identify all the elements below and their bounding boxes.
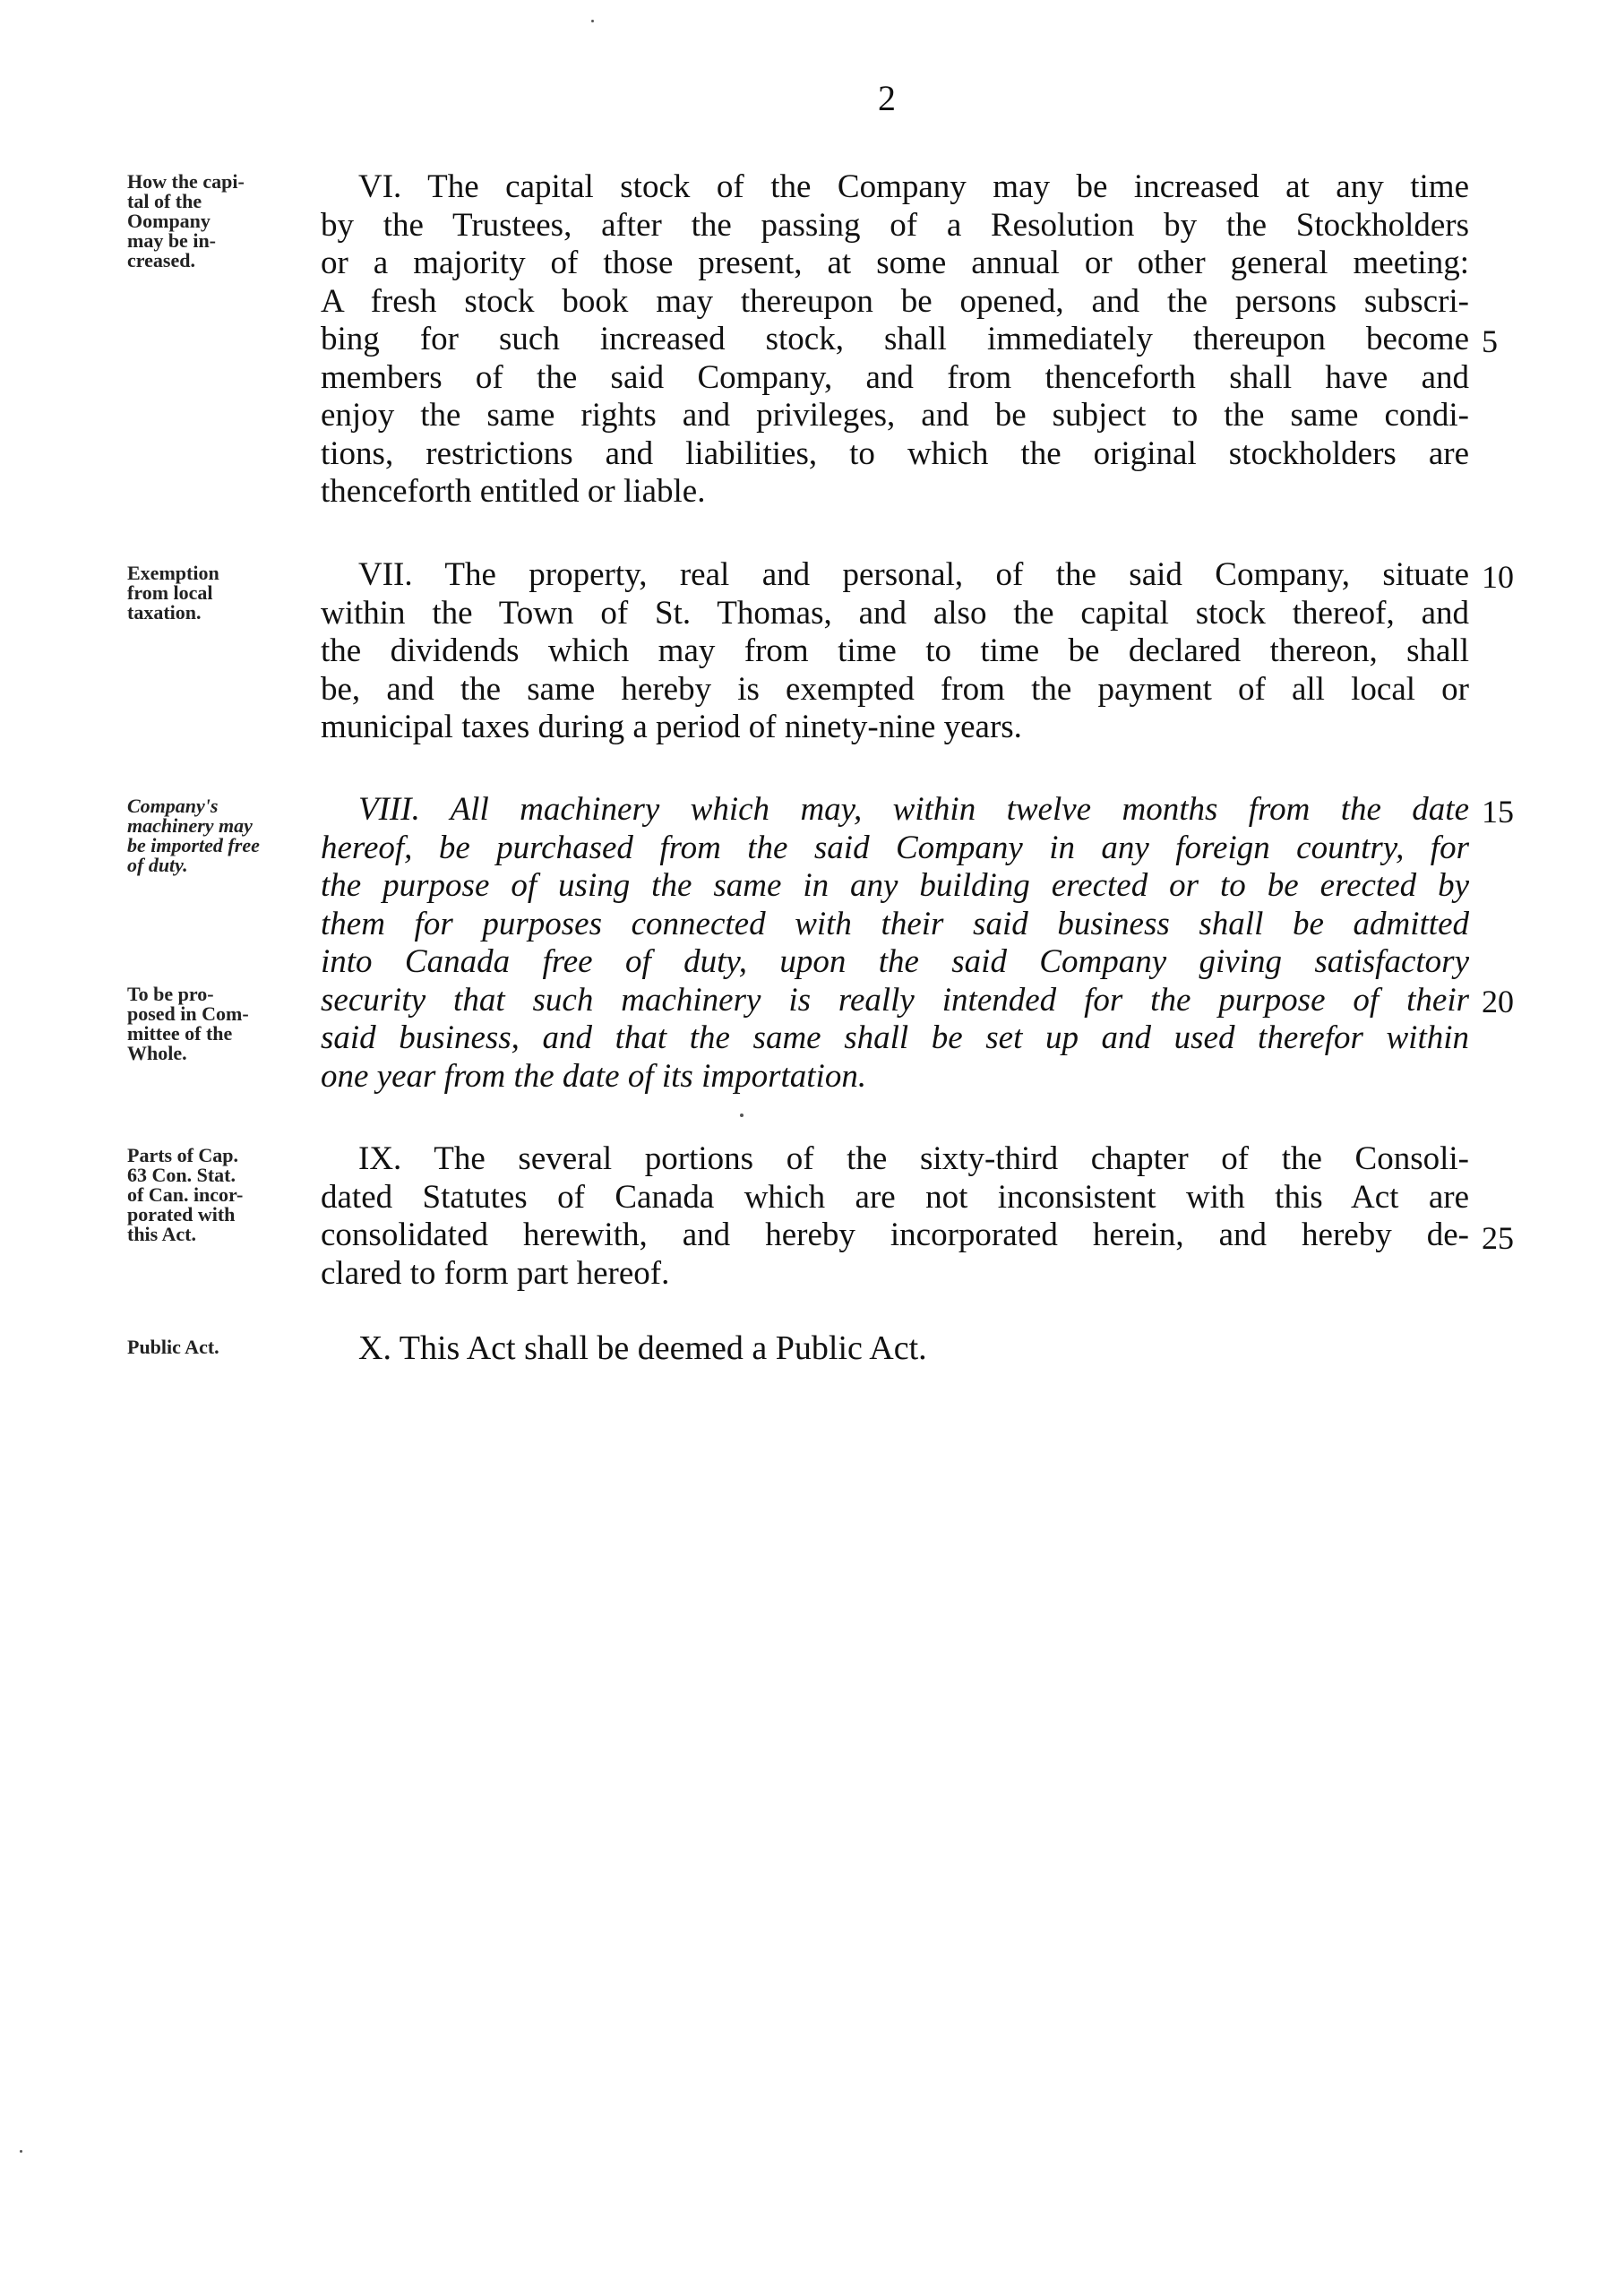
body-line: one year from the date of its importation. [321,1057,867,1095]
body-line: IX. The several portions of the sixty-third chapter of the Consoli- [358,1140,1469,1177]
body-line: be, and the same hereby is exempted from the payment of all local or [321,670,1469,708]
margin-note-committee: To be pro- posed in Com- mittee of the Whole. [127,983,249,1064]
body-line: VI. The capital stock of the Company may be increased at any time [358,168,1469,205]
body-line: security that such machinery is really intended for the purpose of their [321,981,1469,1019]
body-line: consolidated herewith, and hereby incorporated herein, and hereby de- [321,1217,1469,1253]
body-line: tions, restrictions and liabilities, to which the original stockholders are [321,434,1469,472]
margin-note: Company's machinery may be imported free of duty. [127,795,260,876]
body-line: the purpose of using the same in any building erected or to be erected by [321,867,1469,904]
body-line: bing for such increased stock, shall immediately thereupon become [321,321,1469,357]
body-line: by the Trustees, after the passing of a Resolution by the Stockholders [321,206,1469,244]
section-body [321,1140,1469,1293]
body-line: enjoy the same rights and privileges, and be subject to the same condi- [321,397,1469,434]
line-number: 10 [1482,559,1514,595]
body-line: clared to form part hereof. [321,1254,670,1292]
body-line: A fresh stock book may thereupon be opened, and the persons subscri- [321,282,1469,320]
scan-speck [591,20,594,22]
section-body [321,168,1469,512]
body-line: VII. The property, real and personal, of the said Company, situate [358,556,1469,593]
body-line: the dividends which may from time to time be declared thereon, shall [321,632,1469,669]
scan-speck [740,1114,744,1117]
margin-note: Exemption from local taxation. [127,562,219,623]
body-line: thenceforth entitled or liable. [321,473,706,510]
page-number: 2 [878,78,896,118]
section-body: X. This Act shall be deemed a Public Act. [358,1329,927,1367]
margin-note: Parts of Cap. 63 Con. Stat. of Can. incor- porated with this Act. [127,1144,244,1245]
line-number: 20 [1482,984,1514,1019]
body-line: said business, and that the same shall be set up and used therefor within [321,1019,1469,1056]
section-body [321,791,1469,1096]
margin-note: How the capi- tal of the Oompany may be in- creased. [127,170,245,271]
body-line: within the Town of St. Thomas, and also the capital stock thereof, and [321,594,1469,632]
body-line: hereof, be purchased from the said Company in any foreign country, for [321,829,1469,866]
body-line: into Canada free of duty, upon the said Company giving satisfactory [321,943,1469,980]
scan-speck [20,2150,22,2153]
body-line: them for purposes connected with their said business shall be admitted [321,905,1469,942]
body-line: or a majority of those present, at some annual or other general meeting: [321,245,1469,281]
body-line: municipal taxes during a period of ninety-nine years. [321,709,1022,745]
line-number: 25 [1482,1220,1514,1256]
body-line: VIII. All machinery which may, within twelve months from the date [358,791,1469,828]
section-body [321,556,1469,747]
body-line: dated Statutes of Canada which are not inconsistent with this Act are [321,1178,1469,1216]
line-number: 5 [1482,323,1498,359]
body-line: members of the said Company, and from thenceforth shall have and [321,358,1469,396]
line-number: 15 [1482,794,1514,830]
margin-note: Public Act. [127,1336,219,1358]
